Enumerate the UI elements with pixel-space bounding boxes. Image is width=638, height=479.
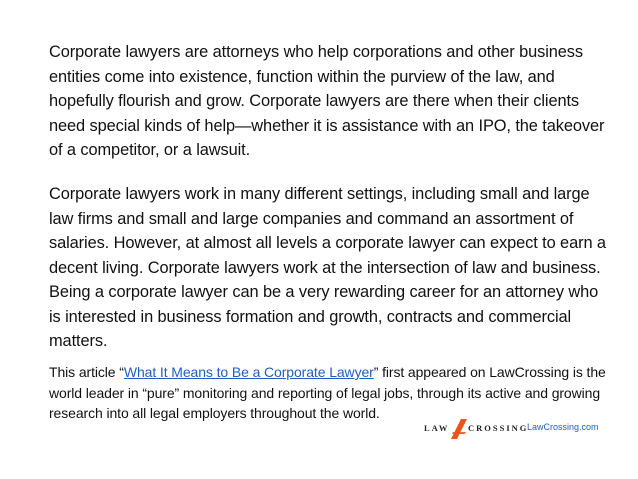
attribution-prefix: This article “ (49, 364, 124, 380)
lawcrossing-logo (420, 418, 529, 440)
logo-text-crossing: CROSSING (468, 423, 529, 433)
attribution-suffix: ” first appeared on LawCrossing is the world leader in “pure” monitoring and reporting of legal jobs, through its active and growing research into all legal employers throughout the world. (49, 364, 606, 421)
settings-paragraph: Corporate lawyers work in many different settings, including small and large law firms and small and large companies and command an assortment of salaries. However, at almost all levels a corporate lawyer can expect to earn a decent living. Corporate lawyers work at the intersection of law and business. Being a corporate lawyer can be a very rewarding career for an attorney who is interested in business formation and growth, contracts and commercial matters. (49, 185, 606, 350)
article-link[interactable]: What It Means to Be a Corporate Lawyer (123, 364, 374, 380)
intro-paragraph: Corporate lawyers are attorneys who help corporations and other business entities come into existence, function within the purview of the law, and hopefully flourish and grow. Corporate lawyers are there when their clients need special kinds of help—whether it is assistance with an IPO, the takeover of a competitor, or a lawsuit. (49, 43, 605, 159)
site-link[interactable]: LawCrossing.com (527, 422, 599, 432)
attribution-paragraph (49, 362, 609, 424)
logo-text-law: LAW (424, 423, 450, 433)
logo-slash-icon (450, 418, 468, 440)
